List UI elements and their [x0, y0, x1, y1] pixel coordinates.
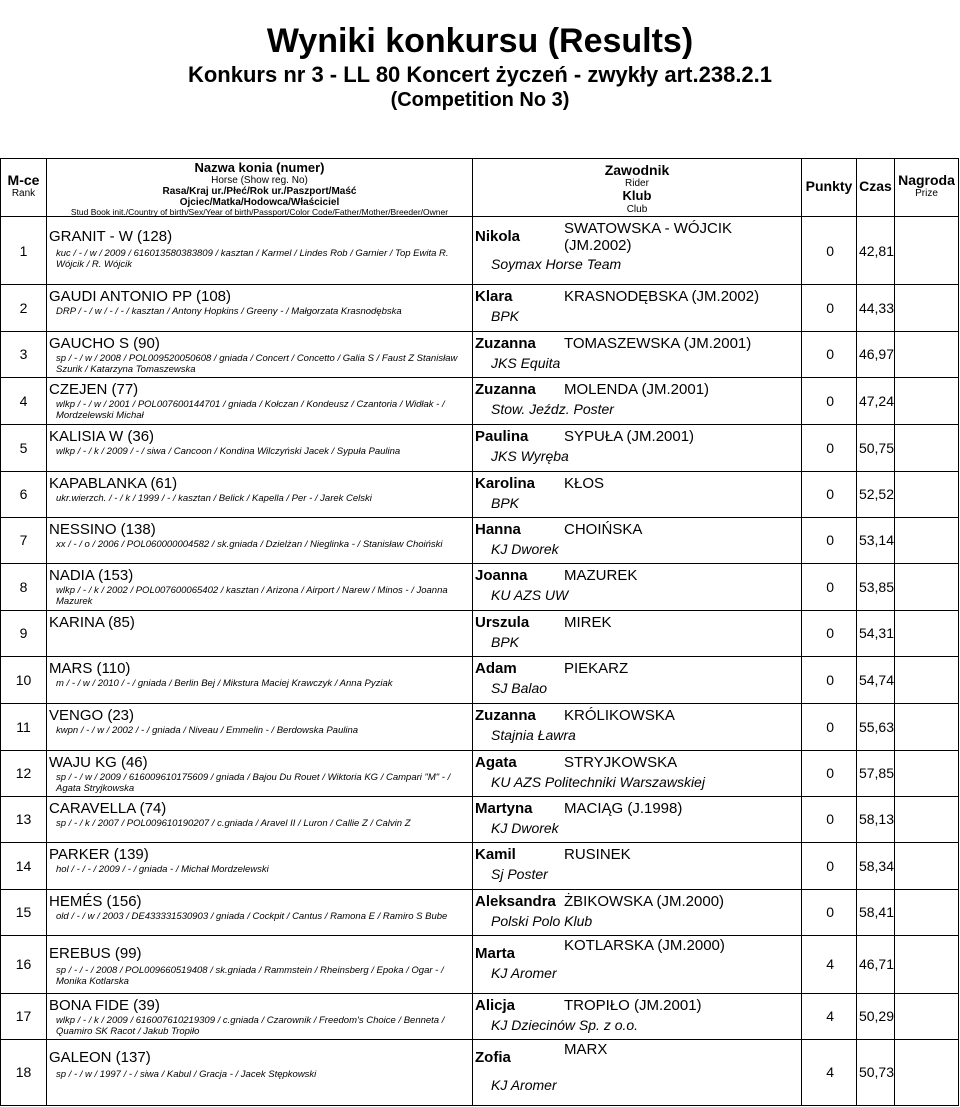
competition-title: Konkurs nr 3 - LL 80 Koncert życzeń - zwykły art.238.2.1	[187, 62, 773, 87]
horse-name: WAJU KG (46)	[49, 754, 148, 771]
rider-first-name: Agata	[475, 754, 517, 771]
table-row	[1, 796, 958, 842]
points-cell: 4	[826, 1064, 834, 1080]
horse-info: wlkp / - / k / 2002 / POL007600065402 / kasztan / Arizona / Airport / Narew / Minos - / Joanna Mazurek	[56, 585, 448, 607]
time-cell: 55,63	[858, 719, 894, 735]
horse-info: m / - / w / 2010 / - / gniada / Berlin Bej / Mikstura Maciej Krawczyk / Anna Pyziak	[56, 678, 393, 689]
points-cell: 4	[826, 1008, 834, 1024]
horse-name: NADIA (153)	[49, 567, 134, 584]
points-cell: 0	[826, 904, 834, 920]
points-cell: 0	[826, 440, 834, 456]
horse-name: BONA FIDE (39)	[49, 997, 160, 1014]
points-cell: 0	[826, 393, 834, 409]
horse-info: sp / - / - / 2008 / POL009660519408 / sk.gniada / Rammstein / Rheinsberg / Epoka / Ogar - / Monika Kotlarska	[56, 965, 444, 987]
horse-name: KAPABLANKA (61)	[49, 475, 178, 492]
rider-last-name: KRASNODĘBSKA (JM.2002)	[564, 288, 760, 305]
rank-cell: 2	[19, 300, 28, 316]
header-prize: Nagroda Prize	[898, 172, 955, 200]
rider-last-name: MARX	[564, 1041, 608, 1058]
time-cell: 42,81	[858, 243, 894, 259]
results-table	[0, 158, 959, 1106]
rank-cell: 1	[19, 243, 28, 259]
horse-name: GRANIT - W (128)	[49, 228, 173, 245]
rider-last-name: KŁOS	[564, 475, 605, 492]
club-name: Sj Poster	[491, 866, 548, 882]
rider-last-name: PIEKARZ	[564, 660, 629, 677]
horse-info: wlkp / - / w / 2001 / POL007600144701 / gniada / Kołczan / Kondeusz / Czantoria / Widłak - / Mordzelewski Michał	[56, 399, 445, 421]
club-name: Stajnia Ławra	[491, 727, 576, 743]
rank-cell: 13	[15, 811, 32, 827]
rider-first-name: Adam	[475, 660, 517, 677]
time-cell: 46,97	[858, 346, 894, 362]
club-name: BPK	[491, 634, 520, 650]
club-name: BPK	[491, 308, 520, 324]
club-name: KJ Dworek	[491, 820, 559, 836]
horse-name: EREBUS (99)	[49, 945, 142, 962]
rider-last-name: MAZUREK	[564, 567, 638, 584]
rider-first-name: Karolina	[475, 475, 536, 492]
rider-last-name: MACIĄG (J.1998)	[564, 800, 683, 817]
points-cell: 0	[826, 719, 834, 735]
points-cell: 0	[826, 811, 834, 827]
club-name: Polski Polo Klub	[491, 913, 593, 929]
horse-name: CZEJEN (77)	[49, 381, 139, 398]
rider-first-name: Alicja	[475, 997, 516, 1014]
time-cell: 52,52	[858, 486, 894, 502]
horse-info: kwpn / - / w / 2002 / - / gniada / Niveau / Emmelin - / Berdowska Paulina	[56, 725, 359, 736]
table-row	[1, 842, 958, 889]
club-name: KJ Dziecinów Sp. z o.o.	[491, 1017, 639, 1033]
rider-first-name: Hanna	[475, 521, 521, 538]
points-cell: 0	[826, 765, 834, 781]
horse-name: GAUDI ANTONIO PP (108)	[49, 288, 231, 305]
rider-last-name: STRYJKOWSKA	[564, 754, 678, 771]
rider-first-name: Martyna	[475, 800, 533, 817]
club-name: BPK	[491, 495, 520, 511]
time-cell: 46,71	[858, 956, 894, 972]
horse-info: sp / - / w / 2008 / POL009520050608 / gniada / Concert / Concetto / Galia S / Faust Z Stanisław Szurik / Katarzyna Tomaszewska	[56, 353, 458, 375]
rider-last-name: TROPIŁO (JM.2001)	[564, 997, 702, 1014]
header-rank: M-ce Rank	[7, 172, 40, 200]
rider-first-name: Zuzanna	[475, 707, 536, 724]
points-cell: 0	[826, 625, 834, 641]
time-cell: 58,34	[858, 858, 894, 874]
rank-cell: 3	[19, 346, 28, 362]
table-row	[1, 424, 958, 471]
table-row	[1, 935, 958, 993]
rider-last-name: RUSINEK	[564, 846, 631, 863]
time-cell: 58,41	[858, 904, 894, 920]
table-row	[1, 610, 958, 656]
time-cell: 54,31	[858, 625, 894, 641]
horse-name: HEMÉS (156)	[49, 893, 142, 910]
rank-cell: 6	[19, 486, 28, 502]
table-row	[1, 218, 958, 284]
header-time: Czas	[859, 178, 892, 194]
rank-cell: 4	[19, 393, 28, 409]
club-name: KU AZS UW	[491, 587, 569, 603]
points-cell: 0	[826, 532, 834, 548]
rank-cell: 15	[15, 904, 32, 920]
competition-number: (Competition No 3)	[390, 89, 570, 111]
horse-info: ukr.wierzch. / - / k / 1999 / - / kasztan / Belick / Kapella / Per - / Jarek Celski	[56, 493, 372, 504]
horse-name: VENGO (23)	[49, 707, 135, 724]
time-cell: 58,13	[858, 811, 894, 827]
rank-cell: 14	[15, 858, 32, 874]
time-cell: 50,75	[858, 440, 894, 456]
header-divider	[1, 216, 958, 217]
rider-first-name: Kamil	[475, 846, 516, 863]
rider-last-name: SYPUŁA (JM.2001)	[564, 428, 695, 445]
horse-info: xx / - / o / 2006 / POL060000004582 / sk.gniada / Dzielżan / Nieglinka - / Stanisław Choiński	[56, 539, 443, 550]
rider-last-name: KOTLARSKA (JM.2000)	[564, 937, 725, 954]
rank-cell: 16	[15, 956, 32, 972]
rider-last-name: TOMASZEWSKA (JM.2001)	[564, 335, 752, 352]
rider-first-name: Joanna	[475, 567, 528, 584]
table-row	[1, 377, 958, 424]
time-cell: 54,74	[858, 672, 894, 688]
rider-last-name: SWATOWSKA - WÓJCIK (JM.2002)	[564, 220, 733, 254]
time-cell: 53,14	[858, 532, 894, 548]
time-cell: 57,85	[858, 765, 894, 781]
club-name: JKS Equita	[491, 355, 561, 371]
rider-last-name: MOLENDA (JM.2001)	[564, 381, 710, 398]
horse-name: PARKER (139)	[49, 846, 149, 863]
table-row	[1, 1039, 958, 1105]
table-row	[1, 563, 958, 610]
rank-cell: 12	[15, 765, 32, 781]
rank-cell: 8	[19, 579, 28, 595]
table-row	[1, 656, 958, 703]
rank-cell: 11	[16, 719, 31, 735]
points-cell: 0	[826, 300, 834, 316]
horse-info: DRP / - / w / - / - / kasztan / Antony Hopkins / Greeny - / Małgorzata Krasnodębska	[56, 306, 402, 317]
page-title: Wyniki konkursu (Results)	[266, 22, 694, 60]
rider-last-name: KRÓLIKOWSKA	[564, 707, 675, 724]
horse-name: GAUCHO S (90)	[49, 335, 160, 352]
table-row	[1, 517, 958, 563]
table-row	[1, 750, 958, 796]
club-name: Soymax Horse Team	[491, 256, 622, 272]
rank-cell: 7	[19, 532, 28, 548]
rank-cell: 17	[15, 1008, 32, 1024]
time-cell: 50,29	[858, 1008, 894, 1024]
horse-info: wlkp / - / k / 2009 / 616007610219309 / c.gniada / Czarownik / Freedom's Choice / Benneta / Quamiro SK Racot / Jakub Tropiło	[56, 1015, 445, 1037]
rank-cell: 18	[15, 1064, 32, 1080]
horse-name: KALISIA W (36)	[49, 428, 155, 445]
horse-name: KARINA (85)	[49, 614, 135, 631]
points-cell: 0	[826, 346, 834, 362]
horse-info: sp / - / w / 2009 / 616009610175609 / gniada / Bajou Du Rouet / Wiktoria KG / Campari "M" - / Agata Stryjkowska	[56, 772, 451, 794]
rider-first-name: Marta	[475, 945, 516, 962]
horse-info: sp / - / k / 2007 / POL009610190207 / c.gniada / Aravel II / Luron / Callie Z / Calvin Z	[56, 818, 411, 829]
club-name: KU AZS Politechniki Warszawskiej	[491, 774, 705, 790]
club-name: Stow. Jeźdz. Poster	[491, 401, 614, 417]
points-cell: 0	[826, 672, 834, 688]
table-row	[1, 889, 958, 935]
rider-first-name: Zuzanna	[475, 335, 536, 352]
horse-name: CARAVELLA (74)	[49, 800, 167, 817]
points-cell: 0	[826, 579, 834, 595]
rider-last-name: CHOIŃSKA	[564, 521, 643, 538]
horse-info: wlkp / - / k / 2009 / - / siwa / Cancoon / Kondina Wilczyński Jacek / Sypuła Paulina	[56, 446, 401, 457]
table-row	[1, 331, 958, 377]
header-points: Punkty	[805, 178, 853, 194]
horse-name: GALEON (137)	[49, 1049, 151, 1066]
time-cell: 53,85	[858, 579, 894, 595]
points-cell: 0	[826, 486, 834, 502]
points-cell: 0	[826, 243, 834, 259]
time-cell: 44,33	[858, 300, 894, 316]
rider-last-name: ŻBIKOWSKA (JM.2000)	[564, 893, 725, 910]
rider-first-name: Zuzanna	[475, 381, 536, 398]
club-name: KJ Aromer	[491, 1077, 557, 1093]
time-cell: 47,24	[858, 393, 894, 409]
rider-first-name: Klara	[475, 288, 513, 305]
horse-info: sp / - / w / 1997 / - / siwa / Kabul / Gracja - / Jacek Stępkowski	[56, 1069, 317, 1080]
table-row	[1, 993, 958, 1039]
horse-name: NESSINO (138)	[49, 521, 156, 538]
horse-name: MARS (110)	[49, 660, 131, 677]
club-name: SJ Balao	[491, 680, 548, 696]
club-name: KJ Aromer	[491, 965, 557, 981]
points-cell: 0	[826, 858, 834, 874]
header-rider: Zawodnik Rider Klub Club	[604, 162, 670, 215]
rider-first-name: Zofia	[475, 1049, 511, 1066]
rider-first-name: Paulina	[475, 428, 529, 445]
club-name: JKS Wyręba	[491, 448, 569, 464]
time-cell: 50,73	[858, 1064, 894, 1080]
rider-last-name: MIREK	[564, 614, 612, 631]
points-cell: 4	[826, 956, 834, 972]
horse-info: old / - / w / 2003 / DE433331530903 / gniada / Cockpit / Cantus / Ramona E / Ramiro S Bube	[56, 911, 448, 922]
rider-first-name: Aleksandra	[475, 893, 556, 910]
rank-cell: 10	[15, 672, 32, 688]
table-row	[1, 471, 958, 517]
rank-cell: 9	[19, 625, 28, 641]
rank-cell: 5	[19, 440, 28, 456]
horse-info: kuc / - / w / 2009 / 616013580383809 / kasztan / Karmel / Lindes Rob / Garnier / Top Ewita R. Wójcik / R. Wójcik	[56, 248, 449, 270]
table-row	[1, 284, 958, 331]
rider-first-name: Nikola	[475, 228, 521, 245]
table-row	[1, 703, 958, 750]
club-name: KJ Dworek	[491, 541, 559, 557]
header-horse: Nazwa konia (numer) Horse (Show reg. No) Rasa/Kraj ur./Płeć/Rok ur./Paszport/Maść Ojciec/Matka/Hodowca/Właściciel Stud Book init./Country of birth/Sex/Year of birth/Passport/Color Code/Father/Mother/Breeder/Owner	[70, 160, 449, 218]
horse-info: hol / - / - / 2009 / - / gniada - / Michał Mordzelewski	[56, 864, 269, 875]
rider-first-name: Urszula	[475, 614, 530, 631]
